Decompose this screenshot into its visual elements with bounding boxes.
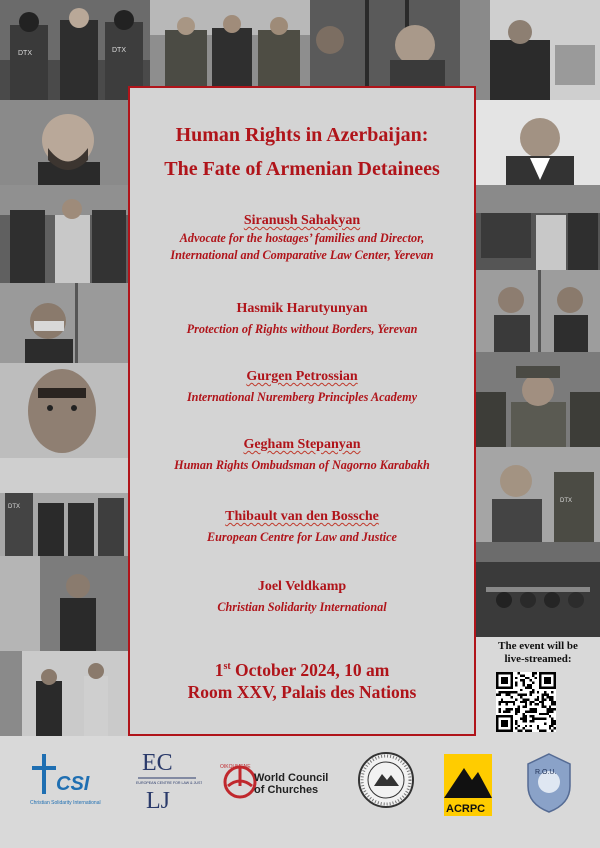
speaker-role: Protection of Rights without Borders, Yerevan xyxy=(186,322,418,336)
oikoumene-text: OIKOUMENE xyxy=(220,764,251,770)
photo-right-4 xyxy=(476,352,600,447)
speaker-4 xyxy=(130,436,474,474)
photo-right-3 xyxy=(476,270,600,352)
livestream-line-2: live-streamed: xyxy=(504,653,572,665)
photo-left-5 xyxy=(0,458,128,556)
dtx-label: DTX xyxy=(560,498,572,504)
speaker-name: Hasmik Harutyunyan xyxy=(236,301,368,316)
speaker-name: Joel Veldkamp xyxy=(257,579,347,594)
qr-code[interactable] xyxy=(496,672,556,732)
photo-right-5 xyxy=(476,447,600,542)
photo-left-7 xyxy=(0,651,128,736)
livestream-line-1: The event will be xyxy=(498,640,578,652)
eclj-subtext: EUROPEAN CENTRE FOR LAW & JUSTICE xyxy=(136,781,202,785)
speaker-1 xyxy=(130,212,474,264)
photo-right-1 xyxy=(476,100,600,185)
csi-logo xyxy=(28,750,123,810)
photo-left-4 xyxy=(0,363,128,458)
photo-left-3 xyxy=(0,283,128,363)
seal-logo xyxy=(356,750,416,810)
dtx-label: DTX xyxy=(112,47,126,54)
acrpc-logo xyxy=(444,754,492,816)
event-panel xyxy=(128,86,476,736)
speaker-role: European Centre for Law and Justice xyxy=(207,530,397,544)
qr-code-icon xyxy=(496,672,556,732)
csi-text: CSI xyxy=(56,773,90,795)
photo-top-1 xyxy=(0,0,150,100)
speaker-6 xyxy=(130,578,474,616)
photo-top-4 xyxy=(460,0,600,100)
event-day-suffix: st xyxy=(223,661,231,672)
event-location: Room XXV, Palais des Nations xyxy=(187,682,417,702)
photo-top-2 xyxy=(150,0,310,86)
speaker-name: Gegham Stepanyan xyxy=(243,437,361,452)
event-date xyxy=(130,654,474,683)
wcc-line-2: of Churches xyxy=(254,784,319,796)
photo-right-6 xyxy=(476,542,600,637)
event-day: 1 xyxy=(214,659,224,680)
speaker-name: Siranush Sahakyan xyxy=(243,213,361,228)
title-line-1: Human Rights in Azerbaijan: xyxy=(175,124,429,146)
speaker-role: International and Comparative Law Center, Yerevan xyxy=(170,248,434,262)
photo-left-2 xyxy=(0,185,128,283)
photo-top-3 xyxy=(310,0,460,86)
dtx-label: DTX xyxy=(8,504,20,510)
speaker-3 xyxy=(130,368,474,406)
photo-right-2 xyxy=(476,185,600,270)
sponsor-logos xyxy=(0,740,600,848)
speaker-2 xyxy=(130,300,474,338)
livestream-note xyxy=(482,640,594,666)
speaker-role: Human Rights Ombudsman of Nagorno Karabakh xyxy=(174,458,430,472)
speaker-role: Advocate for the hostages’ families and Director, xyxy=(179,231,425,245)
speaker-5 xyxy=(130,508,474,546)
event-date-rest: October 2024, 10 am xyxy=(235,659,390,680)
csi-subtext: Christian Solidarity International xyxy=(30,800,101,806)
acrpc-text: ACRPC xyxy=(446,803,486,815)
speaker-role: International Nuremberg Principles Academy xyxy=(186,390,418,404)
dtx-label: DTX xyxy=(18,50,32,57)
title-line-2: The Fate of Armenian Detainees xyxy=(164,158,440,180)
photo-left-1 xyxy=(0,100,128,185)
eclj-bottom: LJ xyxy=(146,788,170,814)
speaker-role: Christian Solidarity International xyxy=(217,600,387,614)
wcc-name xyxy=(254,772,328,796)
speaker-name: Thibault van den Bossche xyxy=(225,509,379,524)
wcc-line-1: World Council xyxy=(254,772,329,784)
eclj-top: EC xyxy=(142,750,173,776)
rou-logo xyxy=(524,752,574,814)
rou-text: R.O.U. xyxy=(535,769,557,776)
eclj-logo xyxy=(132,744,202,816)
photo-left-6 xyxy=(0,556,128,651)
speaker-name: Gurgen Petrossian xyxy=(246,369,358,384)
